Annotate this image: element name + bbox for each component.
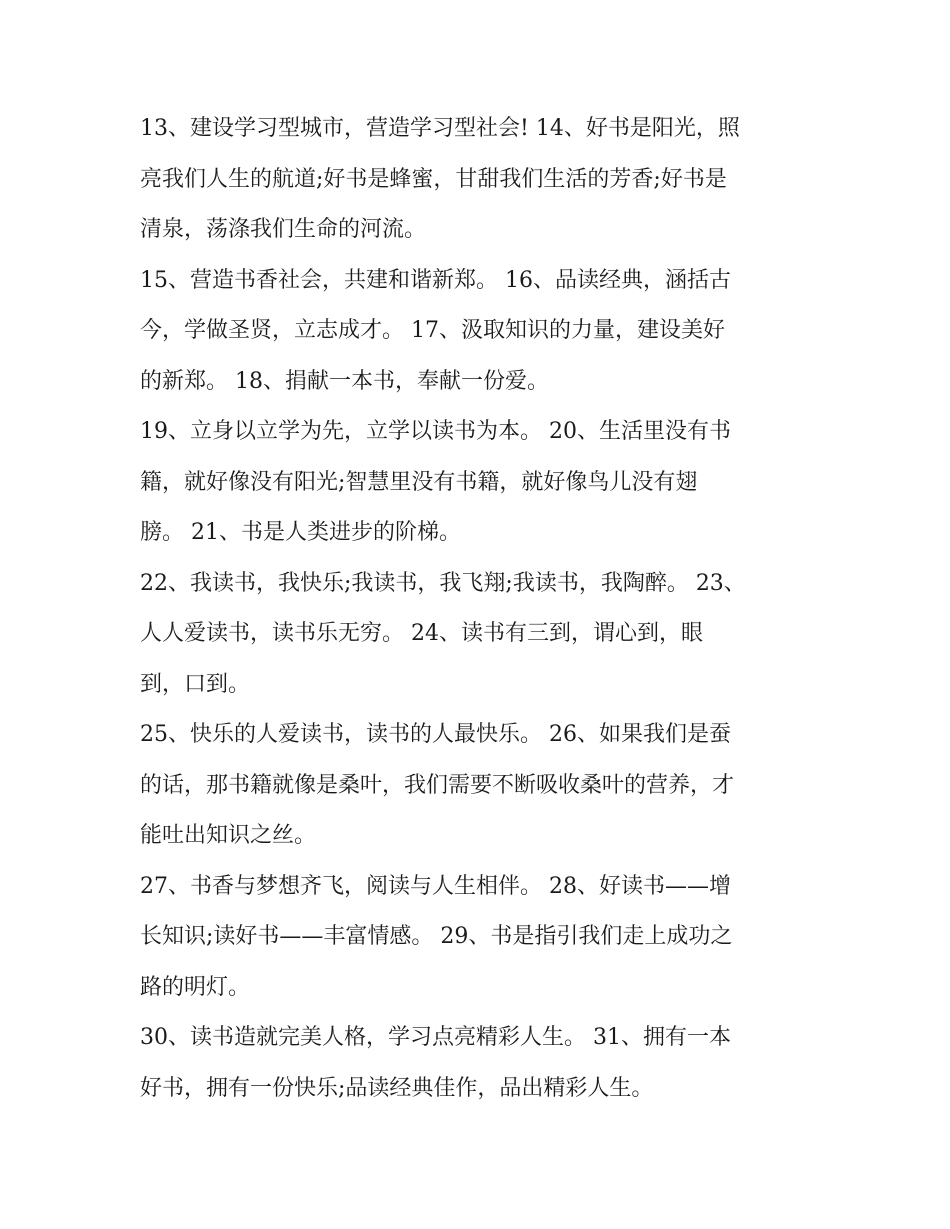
text-line: 能吐出知识之丝。: [140, 823, 317, 848]
text-line: 路的明灯。: [140, 974, 251, 1000]
text-line: 膀。 21、书是人类进步的阶梯。: [140, 520, 461, 545]
text-line: 27、书香与梦想齐飞，阅读与人生相伴。 28、好读书——增: [140, 873, 731, 899]
text-line: 25、快乐的人爱读书，读书的人最快乐。 26、如果我们是蚕: [140, 722, 731, 747]
text-line: 清泉，荡涤我们生命的河流。: [140, 217, 427, 242]
text-line: 30、读书造就完美人格，学习点亮精彩人生。 31、拥有一本: [140, 1025, 731, 1050]
document-body: [140, 104, 830, 1114]
paragraph: [140, 104, 830, 256]
text-line: 的新郑。 18、捐献一本书，奉献一份爱。: [140, 368, 549, 394]
paragraph: [140, 407, 830, 559]
text-line: 22、我读书，我快乐;我读书，我飞翔;我读书，我陶醉。 23、: [140, 570, 746, 596]
text-line: 19、立身以立学为先，立学以读书为本。 20、生活里没有书: [140, 419, 731, 444]
text-line: 好书，拥有一份快乐;品读经典佳作，品出精彩人生。: [140, 1075, 654, 1101]
text-line: 亮我们人生的航道;好书是蜂蜜，甘甜我们生活的芳香;好书是: [140, 166, 727, 192]
text-line: 籍，就好像没有阳光;智慧里没有书籍，就好像鸟儿没有翅: [140, 469, 698, 495]
text-line: 15、营造书香社会，共建和谐新郑。 16、品读经典，涵括古: [140, 267, 731, 293]
paragraph: [140, 710, 830, 862]
paragraph: [140, 862, 830, 1014]
text-line: 今，学做圣贤，立志成才。 17、汲取知识的力量，建设美好: [140, 318, 725, 343]
text-line: 人人爱读书，读书乐无穷。 24、读书有三到，谓心到，眼: [140, 621, 703, 646]
text-line: 到，口到。: [140, 671, 251, 697]
paragraph: [140, 1013, 830, 1114]
paragraph: [140, 256, 830, 408]
text-line: 长知识;读好书——丰富情感。 29、书是指引我们走上成功之: [140, 924, 733, 949]
text-line: 的话，那书籍就像是桑叶，我们需要不断吸收桑叶的营养，才: [140, 772, 735, 798]
paragraph: [140, 559, 830, 711]
text-line: 13、建设学习型城市，营造学习型社会! 14、好书是阳光，照: [140, 116, 740, 141]
